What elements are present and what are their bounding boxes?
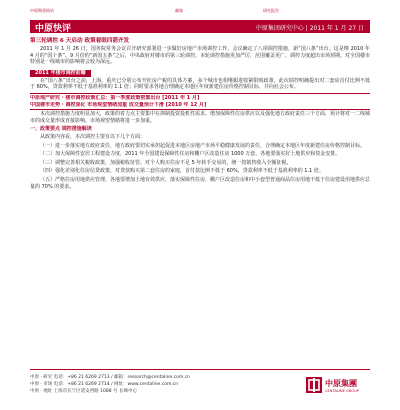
section-heading-outlook: 2011 年楼市调控前瞻 <box>30 70 91 77</box>
policy-subheading: 一、政策要点 调控措施解读 <box>30 126 92 133</box>
article-title: 第三轮调控 6 天启动 政策着眼四箭齐发 <box>30 38 130 44</box>
policy-list-intro: 从政策内容看，本次调控主要有以下几个方面： <box>40 133 146 140</box>
divider <box>30 109 370 110</box>
header-bar <box>30 20 370 33</box>
policy-item: （五）严格住房用地供应管理，各地要增加土地有效供应，落实保障性住房、棚户区改造住房和中小套型普通商品住房用地不低于住房建设用地供应总量的 70% 的要求。 <box>30 176 370 190</box>
section-outlook-body: 在“国八条”出台之前，上海、重庆已分别公布开征房产税的具体方案，多个城市也相继跟进收紧限购政策。此次调控明确提出对二套房首付比例不低于 60%，贷款利率不低于基准利率的 1.1 倍；同时要求各地合理确定本地区年度新建住房价格控制目标，并向社会公布。 <box>30 77 370 91</box>
top-link-email[interactable]: 邮箱 <box>175 8 183 13</box>
footer-contacts <box>30 374 290 395</box>
section-analysis-body: 本次调控措施力度明显加大，政策的着力点主要集中在抑制投资投机性需求、增加保障性住房供应以及强化地方政府责任三个方面，预计将对一二线城市的成交量形成直接影响，市场观望情绪将进一步加重。 <box>30 111 370 124</box>
related-report-link-1[interactable]: 中原地产研究 · 楼市调控政策汇总：第一季度政策密集出台 [2011 年 1 月] <box>30 94 200 101</box>
footer-line: 中原 · 地址 上海市长宁区延安西路 1088 号 长峰中心 <box>30 389 137 394</box>
centaline-logo-icon <box>306 377 322 393</box>
policy-item: （三）调整完善相关税收政策，加强税收征管。对个人购买住房不足 5 年转手交易的，统一按销售收入全额征税。 <box>40 159 292 166</box>
brand-title: 中原快评 <box>35 24 72 34</box>
related-report-link-2[interactable]: 中国楼市走势 · 调控深化 市场观望情绪加重 成交量预计下滑 [2010 年 12 月] <box>30 101 207 108</box>
policy-item: （四）强化差别化住房信贷政策，对贷款购买第二套住房的家庭，首付款比例不低于 60%，贷款利率不低于基准利率的 1.1 倍。 <box>40 168 324 175</box>
divider <box>30 93 370 94</box>
logo-name-cn: 中原集團 <box>325 379 357 388</box>
footer-divider <box>30 369 370 370</box>
top-link-website[interactable]: 中原期货网站 <box>30 8 54 13</box>
centaline-logo <box>306 377 368 401</box>
footer-line: 中原 · 研究 电话：+86 21 6269 2713 / 邮箱：research@centaline.com.cn <box>30 375 191 380</box>
footer-line: 中原 · 市场 电话：+86 21 6269 2714 / 网址：www.centaline.com.cn <box>30 382 179 387</box>
header-meta: 中原集团研究中心 | 2011 年 1 月 27 日 <box>255 25 364 32</box>
policy-item: （二）加大保障性安居工程建设力度，2011 年全国建设保障性住房和棚户区改造住房 1000 万套，各地要落实好土地供应和资金安排。 <box>40 151 341 158</box>
policy-item: （一）进一步落实地方政府责任，地方政府要切实承担起促进本地区房地产市场平稳健康发展的责任，合理确定本地区年度新建住房价格控制目标。 <box>40 142 366 149</box>
article-content <box>30 37 370 365</box>
logo-name-en: CENTALINE GROUP <box>325 389 359 393</box>
footer <box>30 369 370 405</box>
top-link-reports[interactable]: 研究报告 <box>263 8 279 13</box>
article-intro: 2011 年 1 月 26 日，国务院常务会议召开研究部署进一步做好房地产市场调控工作，会议确定了八项调控措施，新“国八条”出台。这是继 2010 年 4 月的“国十条”、9 月份的“新国五条”之后，中央政府对楼市的第三轮调控。本轮调控措施更加严厉，范围覆盖更广，调控力度超出市场预期。对全国楼市特别是一线城市的影响将会较为深远。 <box>30 46 370 66</box>
top-links <box>30 8 370 16</box>
